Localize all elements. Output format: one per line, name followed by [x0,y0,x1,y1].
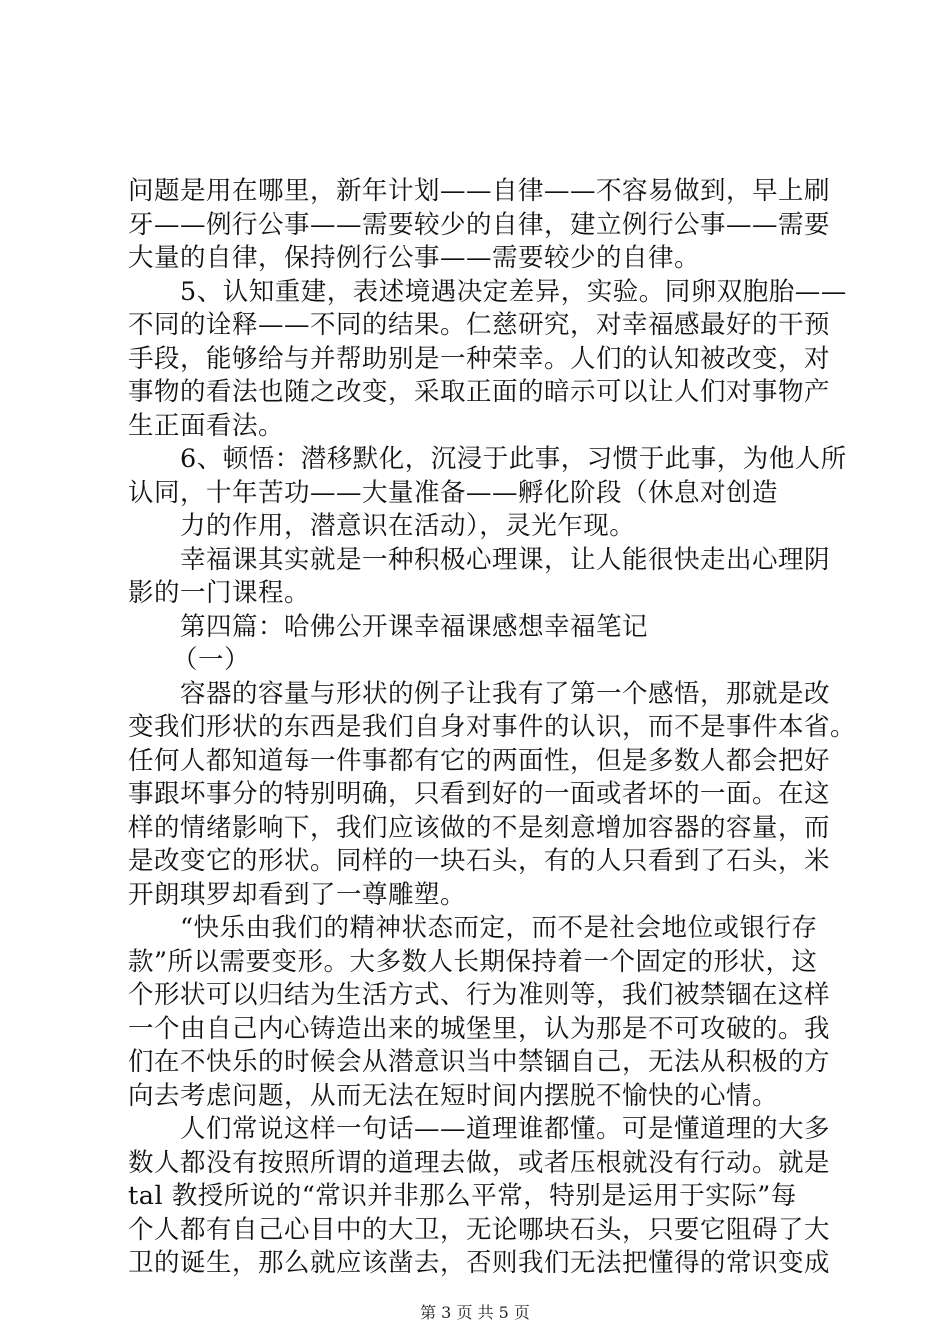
section-heading: 第四篇：哈佛公开课幸福课感想幸福笔记 [180,611,649,642]
text-line: 幸福课其实就是一种积极心理课，让人能很快走出心理阴 [180,544,831,575]
text-line: 不同的诠释——不同的结果。仁慈研究，对幸福感最好的干预 [128,310,831,340]
text-line: 手段，能够给与并帮助别是一种荣幸。人们的认知被改变，对 [128,343,831,374]
text-line: 任何人都知道每一件事都有它的两面性，但是多数人都会把好 [128,745,831,776]
text-line: 们在不快乐的时候会从潜意识当中禁锢自己，无法从积极的方 [128,1047,831,1077]
text-line: 容器的容量与形状的例子让我有了第一个感悟，那就是改 [180,678,831,709]
text-line: 5、认知重建，表述境遇决定差异，实验。同卵双胞胎—— [180,276,847,307]
text-line: 卫的诞生，那么就应该凿去，否则我们无法把懂得的常识变成 [128,1248,831,1278]
text-line: 事物的看法也随之改变，采取正面的暗示可以让人们对事物产 [128,377,831,407]
text-line: 是改变它的形状。同样的一块石头，有的人只看到了石头，米 [128,846,831,876]
text-line: 力的作用，潜意识在活动），灵光乍现。 [180,511,636,541]
text-line: 事跟坏事分的特别明确，只看到好的一面或者坏的一面。在这 [128,779,831,809]
text-line: 个人都有自己心目中的大卫，无论哪块石头，只要它阻碍了大 [128,1214,831,1245]
text-line: 认同，十年苦功——大量准备——孵化阶段（休息对创造 [128,477,779,508]
text-line: 个形状可以归结为生活方式、行为准则等，我们被禁锢在这样 [128,980,831,1010]
text-line: 6、顿悟：潜移默化，沉浸于此事，习惯于此事，为他人所 [180,444,847,474]
text-line: 影的一门课程。 [128,578,311,608]
text-line: “快乐由我们的精神状态而定，而不是社会地位或银行存 [180,913,818,943]
text-line: 大量的自律，保持例行公事——需要较少的自律。 [128,243,701,273]
text-line: 一个由自己内心铸造出来的城堡里，认为那是不可攻破的。我 [128,1013,831,1044]
text-line: 开朗琪罗却看到了一尊雕塑。 [128,879,467,910]
text-line: 人们常说这样一句话——道理谁都懂。可是懂道理的大多 [180,1114,831,1144]
text-line: 样的情绪影响下，我们应该做的不是刻意增加容器的容量，而 [128,812,831,843]
text-line: 款”所以需要变形。大多数人长期保持着一个固定的形状，这 [128,946,818,977]
text-line: 数人都没有按照所谓的道理去做，或者压根就没有行动。就是 [128,1147,831,1178]
text-line: 牙——例行公事——需要较少的自律，建立例行公事——需要 [128,209,831,240]
text-line: tal 教授所说的“常识并非那么平常，特别是运用于实际”每 [128,1181,797,1211]
text-line: 生正面看法。 [128,410,285,441]
text-line: 问题是用在哪里，新年计划——自律——不容易做到，早上刷 [128,176,831,206]
page-footer: 第 3 页 共 5 页 [420,1303,530,1322]
text-line: 向去考虑问题，从而无法在短时间内摆脱不愉快的心情。 [128,1080,779,1111]
text-line: 变我们形状的东西是我们自身对事件的认识，而不是事件本省。 [128,712,857,742]
subsection-heading: （一） [172,645,251,675]
